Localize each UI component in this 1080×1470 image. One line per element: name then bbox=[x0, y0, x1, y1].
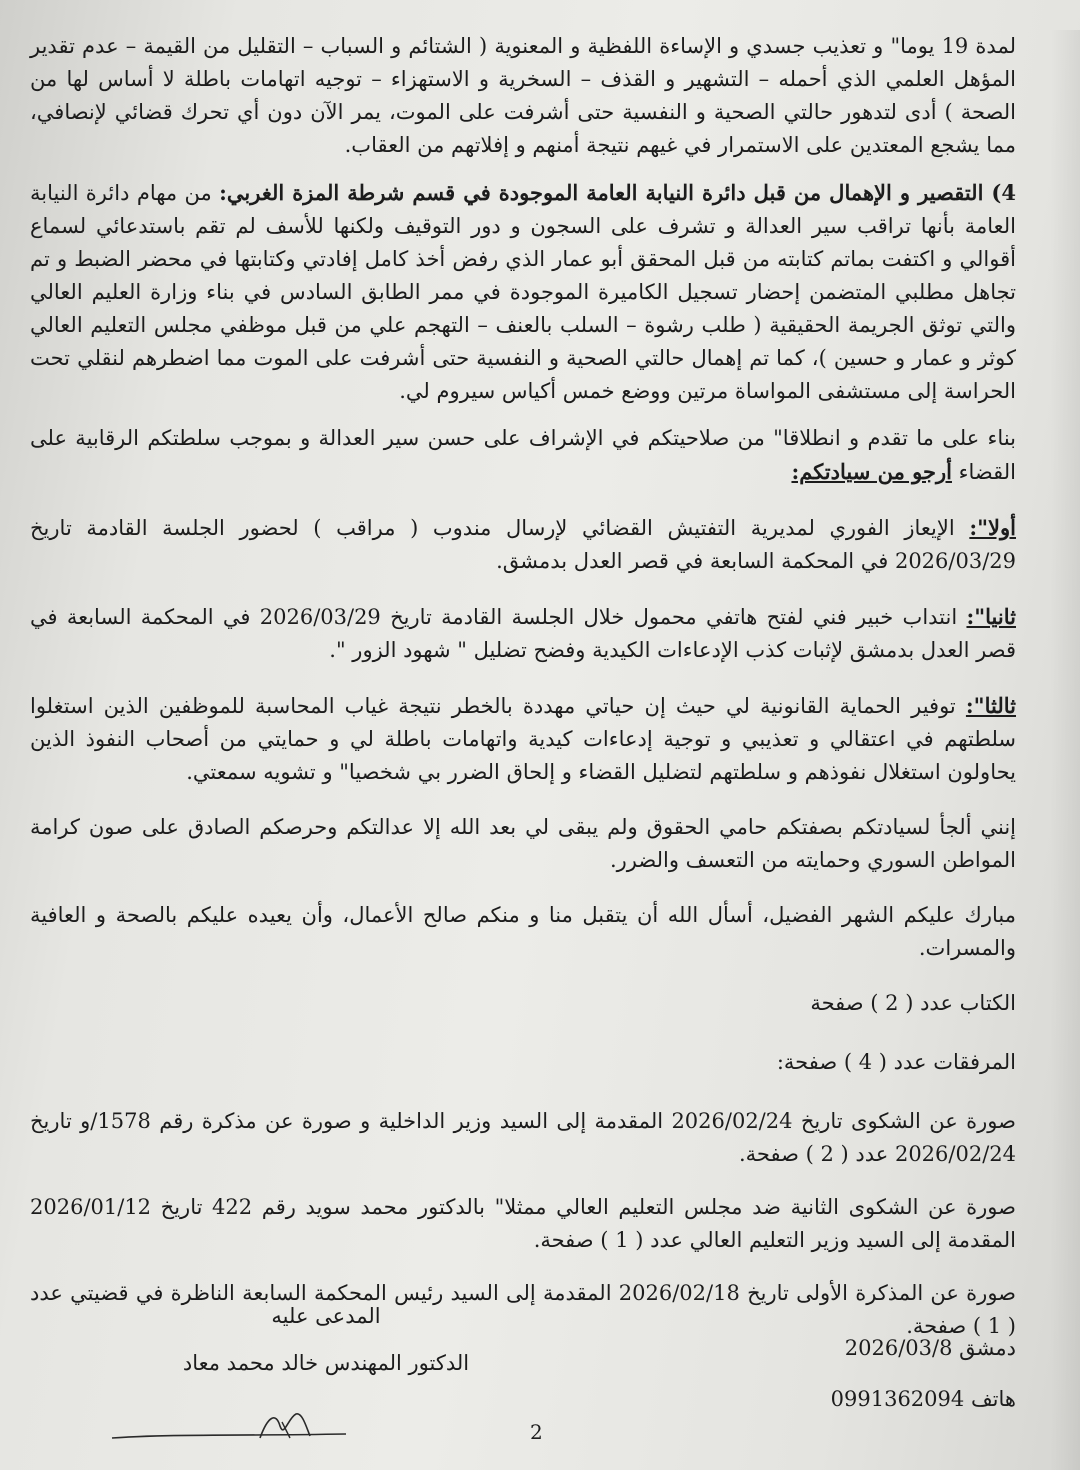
date: 2026/03/8 bbox=[844, 1336, 953, 1360]
request-first-text: الإيعاز الفوري لمديرية التفتيش القضائي لإرسال مندوب ( مراقب ) لحضور الجلسة القادمة تاريخ 2026/03/29 في المحكمة السابعة في قصر العدل بدمشق. bbox=[30, 516, 1016, 573]
date-line bbox=[831, 1332, 1016, 1365]
attachment-item-2: صورة عن الشكوى الثانية ضد مجلس التعليم العالي ممثلا" بالدكتور محمد سويد رقم 422 تاريخ 2026/01/12 المقدمة إلى السيد وزير التعليم العالي عدد ( 1 ) صفحة. bbox=[30, 1195, 1016, 1252]
page-count-line: الكتاب عدد ( 2 ) صفحة bbox=[810, 991, 1016, 1015]
document-page bbox=[0, 30, 1080, 1470]
request-third-label: ثالثا": bbox=[965, 693, 1016, 718]
date-phone-block bbox=[831, 1332, 1016, 1416]
attachments-heading: المرفقات عدد ( 4 ) صفحة: bbox=[776, 1050, 1016, 1074]
paragraph-request-intro bbox=[30, 422, 1016, 489]
attachment-item-1: صورة عن الشكوى تاريخ 2026/02/24 المقدمة إلى السيد وزير الداخلية و صورة عن مذكرة رقم 1578/و تاريخ 2026/02/24 عدد ( 2 ) صفحة. bbox=[30, 1109, 1016, 1166]
request-intro-text: بناء على ما تقدم و انطلاقا" من صلاحيتكم في الإشراف على حسن سير العدالة و بموجب سلطتكم الرقابية على القضاء bbox=[30, 426, 1016, 484]
page-number: 2 bbox=[530, 1420, 543, 1444]
paragraph-greeting: مبارك عليكم الشهر الفضيل، أسأل الله أن يتقبل منا و منكم صالح الأعمال، وأن يعيده عليكم بالصحة و العافية والمسرات. bbox=[30, 903, 1016, 960]
handwritten-signature bbox=[110, 1408, 350, 1448]
paragraph-request-first bbox=[30, 511, 1016, 578]
signer-role: المدعى عليه bbox=[271, 1304, 381, 1328]
signer-name: الدكتور المهندس خالد محمد معاد bbox=[182, 1351, 470, 1375]
request-second-text: انتداب خبير فني لفتح هاتفي محمول خلال الجلسة القادمة تاريخ 2026/03/29 في المحكمة السابعة في قصر العدل بدمشق لإثبات كذب الإدعاءات الكيدية وفضح تضليل " شهود الزور ". bbox=[30, 605, 1016, 662]
request-third-text: توفير الحماية القانونية لي حيث إن حياتي مهددة بالخطر نتيجة غياب المحاسبة للموظفين الذين استغلوا سلطتهم في اعتقالي و تعذيبي و توجية إدعاءات كيدية واتهامات باطلة لي و حمايتي من أصحاب النفوذ الذين يحاولون استغلال نفوذهم و سلطتهم لتضليل القضاء و إلحاق الضرر بي شخصيا" و تشويه سمعتي. bbox=[30, 694, 1016, 784]
phone-number: 0991362094 bbox=[830, 1387, 965, 1411]
city: دمشق bbox=[959, 1336, 1016, 1360]
section-heading-negligence: 4) التقصير و الإهمال من قبل دائرة النيابة العامة الموجودة في قسم شرطة المزة الغربي: bbox=[219, 180, 1016, 205]
paragraph-request-second bbox=[30, 600, 1016, 667]
paragraph-detention-abuse: لمدة 19 يوما" و تعذيب جسدي و الإساءة اللفظية و المعنوية ( الشتائم و السباب – التقليل من القيمة – عدم تقدير المؤهل العلمي الذي أحمله – التشهير و القذف – السخرية و الاستهزاء – توجيه اتهامات باطلة لا أساس لها من الصحة ) أدى لتدهور حالتي الصحية و النفسية حتى أشرفت على الموت، يمر الآن دون أي تحرك قضائي لإنصافي، مما يشجع المعتدين على الاستمرار في غيهم نتيجة أمنهم و إفلاتهم من العقاب. bbox=[30, 34, 1016, 157]
request-first-label: أولا": bbox=[969, 515, 1016, 540]
document-body bbox=[30, 30, 1016, 1343]
request-second-label: ثانيا": bbox=[966, 604, 1016, 629]
signer-block bbox=[176, 1300, 476, 1380]
paragraph-appeal: إنني ألجأ لسيادتكم بصفتكم حامي الحقوق ولم يبقى لي بعد الله إلا عدالتكم وحرصكم الصادق على صون كرامة المواطن السوري وحمايته من التعسف والضرر. bbox=[30, 815, 1016, 872]
attachment-item-3: صورة عن المذكرة الأولى تاريخ 2026/02/18 المقدمة إلى السيد رئيس المحكمة السابعة الناظرة في قضيتي عدد ( 1 ) صفحة. bbox=[30, 1281, 1016, 1338]
paragraph-request-third bbox=[30, 689, 1016, 789]
paragraph-negligence-body: من مهام دائرة النيابة العامة بأنها تراقب سير العدالة و تشرف على السجون و دور التوقيف ولكنها للأسف لم تقم باستدعائي لسماع أقوالي و اكتفت بماتم كتابته من قبل المحقق أبو عمار الذي رفض أخذ كامل إفادتي وكتابتها في محضر الضبط و تم تجاهل مطلبي المتضمن إحضار تسجيل الكاميرة الموجودة في ممر الطابق السادس في بناء وزارة العليم العالي والتي توثق الجريمة الحقيقية ( طلب رشوة – السلب بالعنف – التهجم علي من قبل موظفي مجلس التعليم العالي كوثر و عمار و حسين )، كما تم إهمال حالتي الصحية و النفسية حتى أشرفت على الموت مما اضطرهم لنقلي تحت الحراسة إلى مستشفى المواساة مرتين ووضع خمس أكياس سيروم لي. bbox=[30, 181, 1016, 403]
phone-line bbox=[831, 1383, 1016, 1416]
phone-label: هاتف bbox=[970, 1387, 1016, 1411]
paragraph-prosecution-negligence bbox=[30, 176, 1016, 408]
request-heading: أرجو من سيادتكم: bbox=[791, 459, 952, 484]
page-edge-shadow bbox=[1050, 30, 1080, 1470]
